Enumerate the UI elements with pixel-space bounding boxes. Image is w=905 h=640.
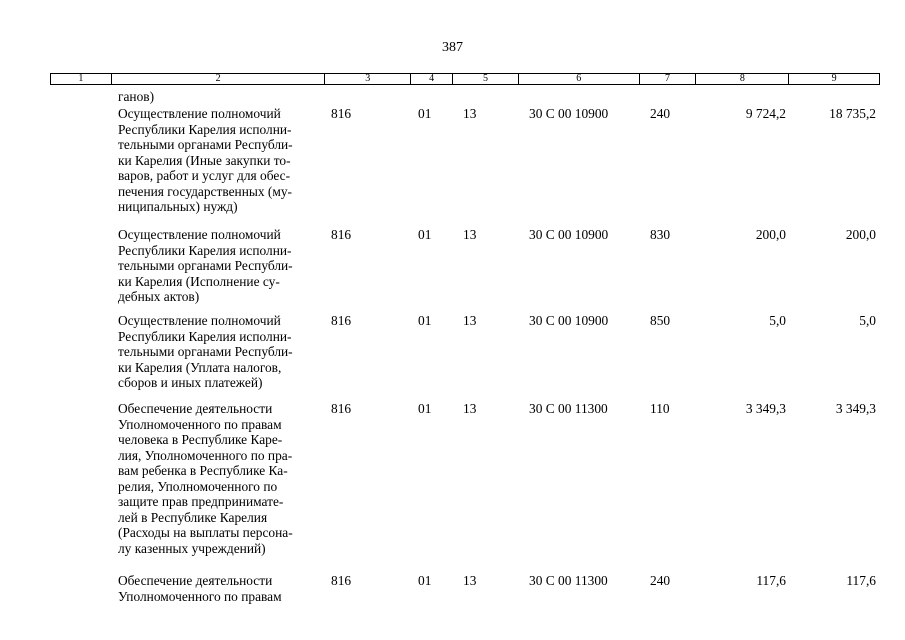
header-col-9: 9 (831, 74, 837, 84)
row-name-line: варов, работ и услуг для обес- (118, 168, 291, 183)
row-ministry-code: 816 (331, 227, 352, 242)
header-col-5: 5 (453, 74, 519, 84)
row-name-line: лей в Республике Карелия (118, 509, 268, 525)
row-name-line: лия, Уполномоченного по пра- (118, 447, 293, 463)
row-expense-type: 110 (650, 401, 670, 416)
header-col-3: 3 (325, 74, 411, 84)
row-name-line: Республики Карелия исполни- (118, 242, 292, 258)
row-name-line: релия, Уполномоченного по (118, 478, 278, 494)
row-name-line: вам ребенка в Республике Ка- (118, 463, 288, 478)
header-col-7: 7 (640, 74, 697, 84)
row-name-line: ки Карелия (Иные закупки то- (118, 152, 291, 168)
row-expense-type: 240 (650, 573, 671, 588)
row-name-line: человека в Республике Каре- (118, 432, 283, 447)
row-name-line: Республики Карелия исполни- (118, 121, 292, 137)
row-amount-1: 117,6 (756, 573, 786, 588)
header-col-4: 4 (411, 74, 453, 84)
row-subsection: 13 (463, 573, 477, 588)
row-target-article: 30 С 00 11300 (529, 401, 608, 416)
row-amount-2: 200,0 (845, 227, 876, 242)
row-amount-2: 3 349,3 (835, 401, 876, 416)
row-name-line: защите прав предпринимате- (118, 494, 284, 509)
row-name-line: Осуществление полномочий (118, 227, 281, 242)
row-subsection: 13 (463, 106, 477, 121)
row-amount-2: 18 735,2 (829, 106, 876, 121)
row-amount-2: 117,6 (846, 573, 876, 588)
row-name-line: тельными органами Республи- (118, 258, 293, 273)
row-name (118, 313, 323, 391)
row-subsection: 13 (463, 227, 477, 242)
header-col-1: 1 (51, 74, 112, 84)
row-name-line: тельными органами Республи- (118, 344, 293, 359)
row-subsection: 13 (463, 313, 477, 328)
row-ministry-code: 816 (331, 573, 352, 588)
table-header-row (50, 73, 880, 85)
row-target-article: 30 С 00 10900 (529, 106, 609, 121)
row-name-line: дебных актов) (118, 289, 200, 304)
row-name-line: Обеспечение деятельности (118, 573, 273, 588)
row-amount-1: 3 349,3 (745, 401, 786, 416)
row-amount-2: 5,0 (859, 313, 876, 328)
row-ministry-code: 816 (331, 106, 352, 121)
row-name (118, 227, 323, 305)
row-amount-1: 9 724,2 (745, 106, 786, 121)
row-name (118, 106, 323, 215)
row-expense-type: 830 (650, 227, 671, 242)
row-section: 01 (418, 573, 432, 588)
row-name (118, 401, 323, 556)
row-name-line: ниципальных) нужд) (118, 199, 238, 214)
row-section: 01 (418, 401, 432, 416)
row-name-line: тельными органами Республи- (118, 137, 293, 152)
row-name-line: ки Карелия (Исполнение су- (118, 273, 280, 289)
row-name-line: Уполномоченного по правам (118, 588, 282, 604)
row-ministry-code: 816 (331, 313, 352, 328)
header-col-8: 8 (696, 74, 789, 84)
row-expense-type: 240 (650, 106, 671, 121)
row-expense-type: 850 (650, 313, 671, 328)
row-amount-1: 200,0 (755, 227, 786, 242)
row-name-line: лу казенных учреждений) (118, 540, 266, 556)
row-name-line: (Расходы на выплаты персона- (118, 525, 293, 540)
continuation-text: ганов) (118, 89, 155, 104)
row-name-line: Осуществление полномочий (118, 106, 281, 121)
row-section: 01 (418, 227, 432, 242)
row-name-line: сборов и иных платежей) (118, 375, 263, 390)
row-name-line: печения государственных (му- (118, 183, 292, 199)
header-col-6: 6 (519, 74, 640, 84)
row-subsection: 13 (463, 401, 477, 416)
header-col-2: 2 (112, 74, 325, 84)
page-number: 387 (442, 40, 463, 55)
row-name-line: Обеспечение деятельности (118, 401, 273, 416)
row-name-line: ки Карелия (Уплата налогов, (118, 359, 282, 375)
row-target-article: 30 С 00 11300 (529, 573, 608, 588)
row-target-article: 30 С 00 10900 (529, 227, 609, 242)
row-section: 01 (418, 106, 432, 121)
row-ministry-code: 816 (331, 401, 352, 416)
row-name-line: Уполномоченного по правам (118, 416, 282, 432)
row-name-line: Республики Карелия исполни- (118, 328, 292, 344)
row-name-line: Осуществление полномочий (118, 313, 281, 328)
row-section: 01 (418, 313, 432, 328)
row-amount-1: 5,0 (769, 313, 786, 328)
row-target-article: 30 С 00 10900 (529, 313, 609, 328)
row-name (118, 573, 323, 604)
